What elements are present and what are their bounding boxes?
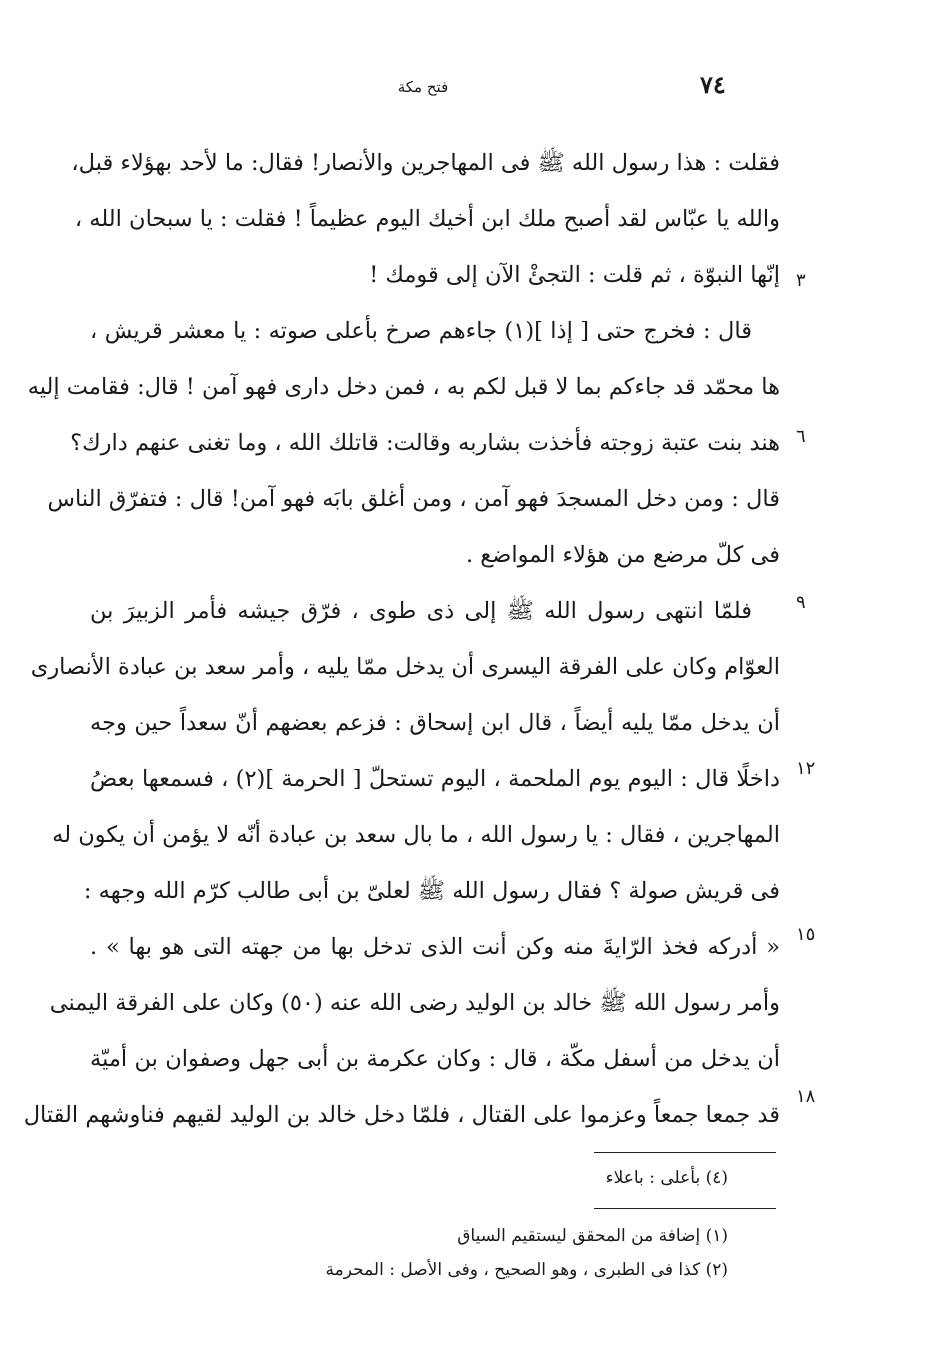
text-line: فى قريش صولة ؟ فقال رسول الله ﷺ لعلىّ بن أبى طالب كرّم الله وجهه : [83, 878, 780, 904]
text-line: « أدركه فخذ الرّايةَ منه وكن أنت الذى تدخل بها من جهته التى هو بها » . [90, 934, 780, 960]
text-line: والله يا عبّاس لقد أصبح ملك ابن أخيك اليوم عظيماً ! فقلت : يا سبحان الله ، [74, 206, 780, 232]
text-line: داخلًا قال : اليوم يوم الملحمة ، اليوم تستحلّ [ الحرمة ](٢) ، فسمعها بعضُ [90, 766, 780, 792]
line-number-15: ١٥ [796, 924, 816, 945]
text-line: ها محمّد قد جاءكم بما لا قبل لكم به ، فمن دخل دارى فهو آمن ! قال: فقامت إليه [27, 374, 780, 400]
footnote-1: (١) إضافة من المحقق ليستقيم السياق [457, 1226, 728, 1246]
text-line: فى كلّ مرضع من هؤلاء المواضع . [465, 542, 780, 568]
text-line: أن يدخل من أسفل مكّة ، قال : وكان عكرمة بن أبى جهل وصفوان بن أميّة [90, 1046, 780, 1072]
text-line: هند بنت عتبة زوجته فأخذت بشاربه وقالت: قاتلك الله ، وما تغنى عنهم دارك؟ [70, 430, 780, 456]
text-line: فلمّا انتهى رسول الله ﷺ إلى ذى طوى ، فرّق جيشه فأمر الزبيرَ بن [90, 598, 752, 624]
footnote-rule [594, 1208, 776, 1209]
line-number-3: ٣ [796, 270, 806, 291]
margin-footnote: (٤) بأعلى : باعلاء [605, 1168, 728, 1188]
running-title: فتح مكة [397, 78, 449, 96]
footnote-2: (٢) كذا فى الطبرى ، وهو الصحيح ، وفى الأصل : المحرمة [325, 1260, 728, 1280]
line-number-9: ٩ [796, 592, 806, 613]
text-line: العوّام وكان على الفرقة اليسرى أن يدخل ممّا يليه ، وأمر سعد بن عبادة الأنصارى [30, 654, 780, 680]
text-line: قد جمعا جمعاً وعزموا على القتال ، فلمّا دخل خالد بن الوليد لقيهم فناوشهم القتال [23, 1102, 780, 1128]
text-line: قال : ومن دخل المسجدَ فهو آمن ، ومن أغلق بابَه فهو آمن! قال : فتفرّق الناس [47, 486, 780, 512]
footnote-rule-top [594, 1152, 776, 1153]
text-line: قال : فخرج حتى [ إذا ](١) جاءهم صرخ بأعلى صوته : يا معشر قريش ، [90, 318, 752, 344]
line-number-6: ٦ [796, 426, 806, 447]
text-line: وأمر رسول الله ﷺ خالد بن الوليد رضى الله عنه (٥٠) وكان على الفرقة اليمنى [49, 990, 780, 1016]
text-line: إنّها النبوّة ، ثم قلت : التجئْ الآن إلى قومك ! [369, 262, 780, 288]
body-text [23, 135, 780, 1143]
text-line: فقلت : هذا رسول الله ﷺ فى المهاجرين والأنصار! فقال: ما لأحد بهؤلاء قبل، [71, 150, 780, 176]
line-number-12: ١٢ [796, 758, 816, 779]
line-number-18: ١٨ [796, 1086, 816, 1107]
text-line: المهاجرين ، فقال : يا رسول الله ، ما بال سعد بن عبادة أنّه لا يؤمن أن يكون له [52, 822, 780, 848]
page-number: ٧٤ [700, 70, 726, 99]
text-line: أن يدخل ممّا يليه أيضاً ، قال ابن إسحاق : فزعم بعضهم أنّ سعداً حين وجه [90, 710, 780, 736]
